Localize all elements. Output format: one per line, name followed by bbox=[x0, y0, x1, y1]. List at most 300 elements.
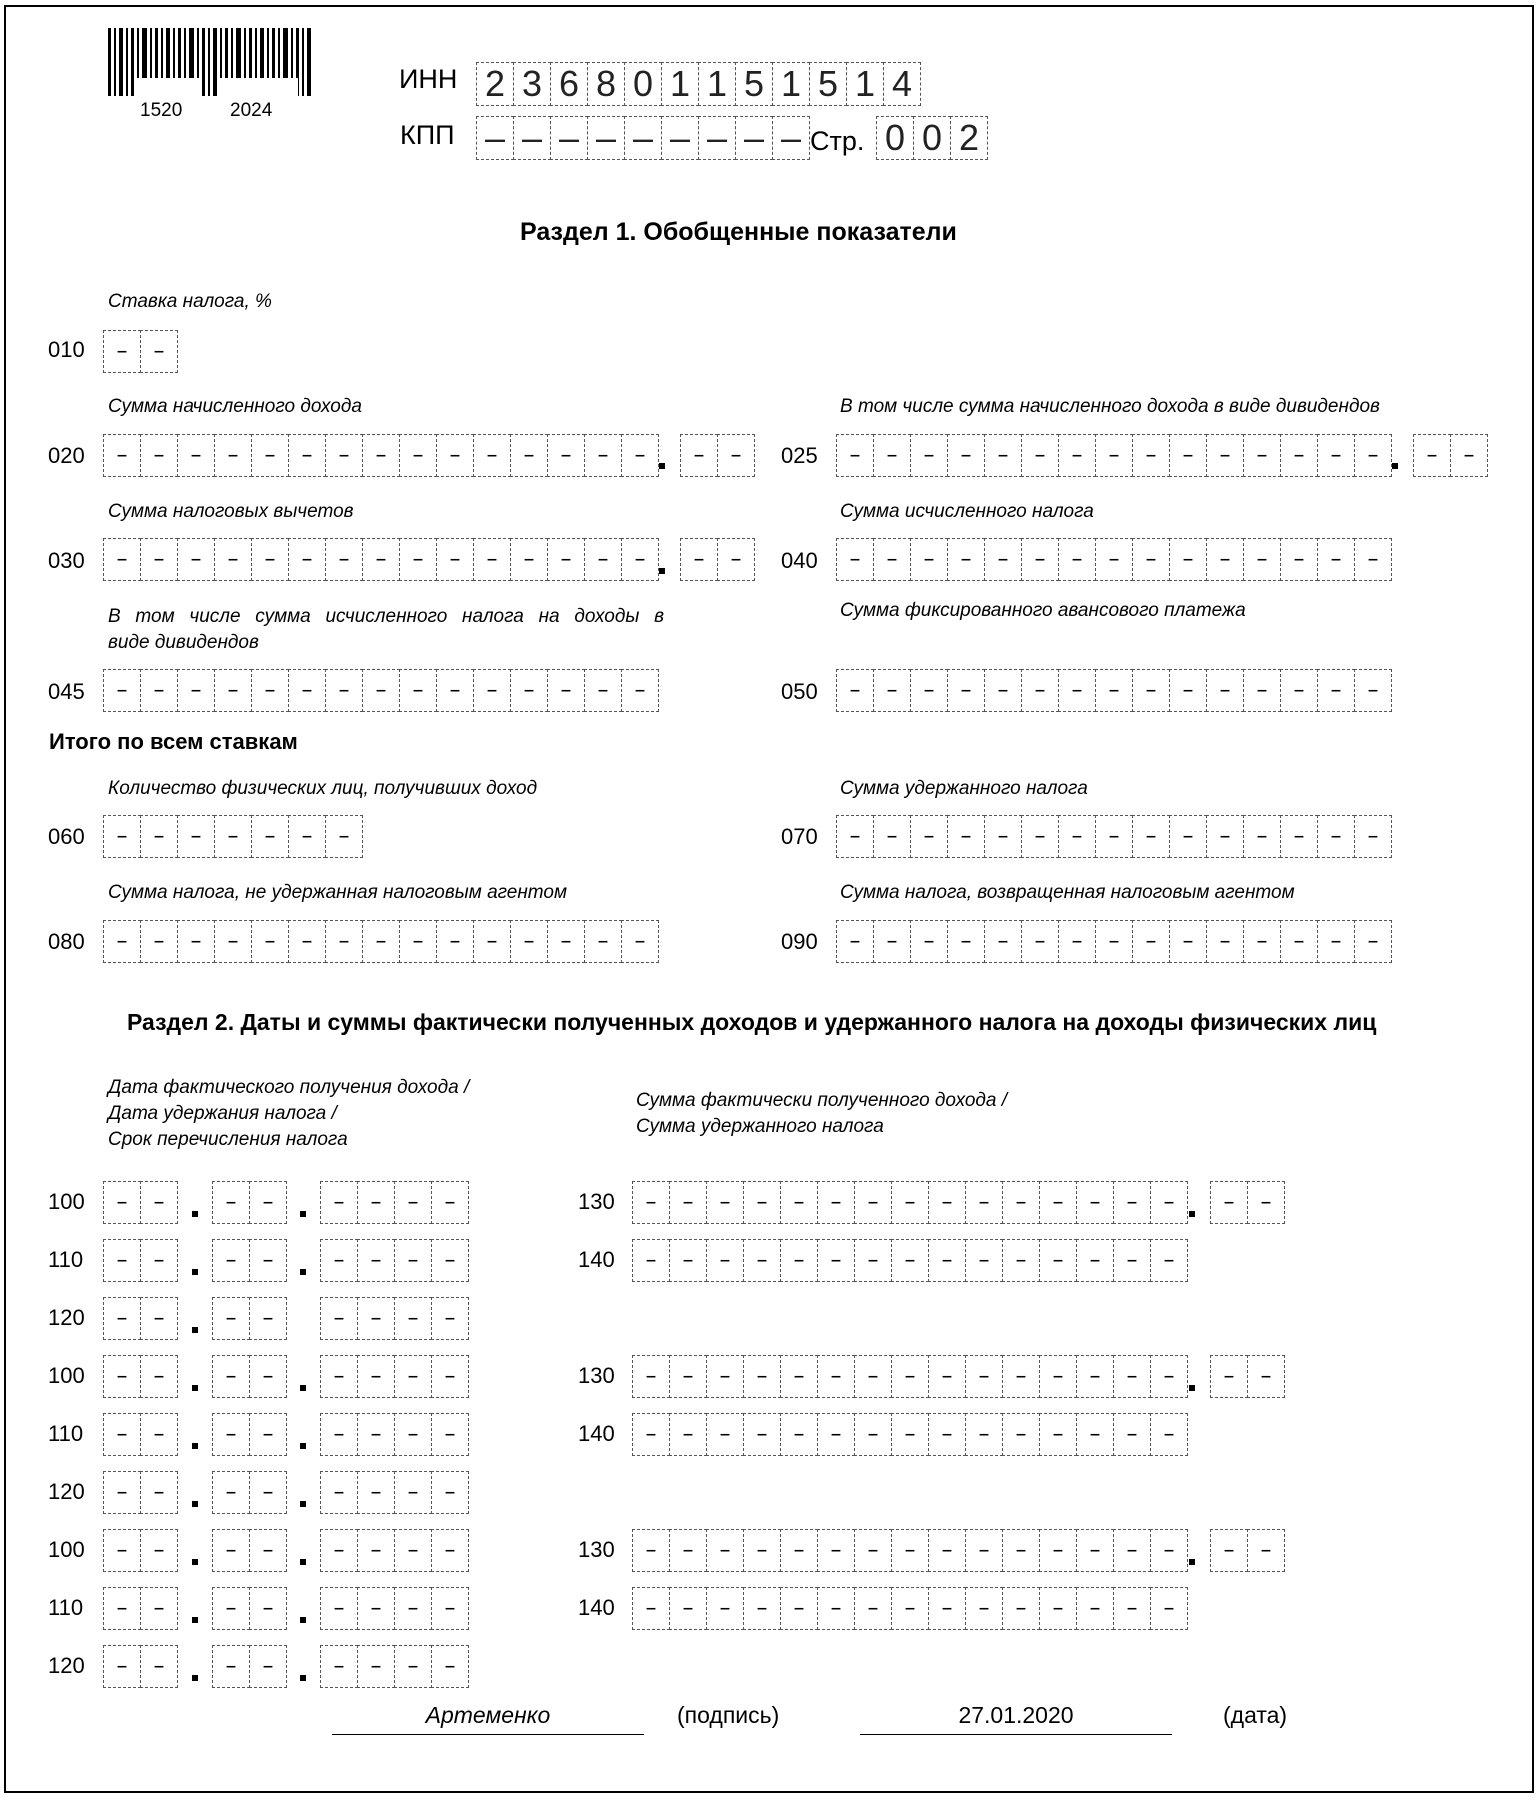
input-cell[interactable]: – bbox=[212, 1355, 250, 1398]
input-cell[interactable]: – bbox=[251, 538, 289, 581]
input-cell[interactable]: – bbox=[621, 669, 659, 712]
input-cell[interactable]: – bbox=[947, 434, 985, 477]
input-cell[interactable]: – bbox=[214, 669, 252, 712]
inn-digit[interactable]: 2 bbox=[476, 62, 514, 106]
input-cell[interactable]: – bbox=[103, 1239, 141, 1282]
input-cell[interactable]: – bbox=[1095, 434, 1133, 477]
input-cell[interactable]: – bbox=[1210, 1529, 1248, 1572]
input-cell[interactable]: – bbox=[1132, 538, 1170, 581]
input-cell[interactable]: – bbox=[212, 1181, 250, 1224]
date-value[interactable]: 27.01.2020 bbox=[958, 1702, 1074, 1728]
input-cell[interactable]: – bbox=[288, 669, 326, 712]
input-cell[interactable]: – bbox=[984, 815, 1022, 858]
input-cell[interactable]: – bbox=[1150, 1239, 1188, 1282]
input-cell[interactable]: – bbox=[1317, 815, 1355, 858]
input-cell[interactable]: – bbox=[1169, 434, 1207, 477]
input-cell[interactable]: – bbox=[836, 815, 874, 858]
input-cell[interactable]: – bbox=[836, 434, 874, 477]
input-cell[interactable]: – bbox=[394, 1645, 432, 1688]
kpp-digit[interactable]: – bbox=[735, 116, 773, 160]
input-cell[interactable]: – bbox=[249, 1239, 287, 1282]
input-cell[interactable]: – bbox=[873, 920, 911, 963]
input-cell[interactable]: – bbox=[357, 1645, 395, 1688]
input-cell[interactable]: – bbox=[1002, 1529, 1040, 1572]
input-cell[interactable]: – bbox=[706, 1181, 744, 1224]
input-cell[interactable]: – bbox=[632, 1239, 670, 1282]
input-cell[interactable]: – bbox=[510, 920, 548, 963]
input-cell[interactable]: – bbox=[621, 920, 659, 963]
input-cell[interactable]: – bbox=[214, 815, 252, 858]
input-cell[interactable]: – bbox=[140, 1471, 178, 1514]
input-cell[interactable]: – bbox=[320, 1413, 358, 1456]
input-cell[interactable]: – bbox=[394, 1587, 432, 1630]
input-cell[interactable]: – bbox=[320, 1355, 358, 1398]
input-cell[interactable]: – bbox=[965, 1239, 1003, 1282]
input-cell[interactable]: – bbox=[1113, 1529, 1151, 1572]
input-cell[interactable]: – bbox=[1002, 1355, 1040, 1398]
input-cell[interactable]: – bbox=[1354, 815, 1392, 858]
input-cell[interactable]: – bbox=[394, 1471, 432, 1514]
input-cell[interactable]: – bbox=[854, 1587, 892, 1630]
input-cell[interactable]: – bbox=[873, 815, 911, 858]
input-cell[interactable]: – bbox=[1280, 920, 1318, 963]
input-cell[interactable]: – bbox=[140, 1355, 178, 1398]
input-cell[interactable]: – bbox=[103, 920, 141, 963]
input-cell[interactable]: – bbox=[177, 920, 215, 963]
input-cell[interactable]: – bbox=[928, 1413, 966, 1456]
input-cell[interactable]: – bbox=[357, 1239, 395, 1282]
input-cell[interactable]: – bbox=[249, 1587, 287, 1630]
input-cell[interactable]: – bbox=[325, 538, 363, 581]
input-cell[interactable]: – bbox=[1354, 669, 1392, 712]
input-cell[interactable]: – bbox=[1058, 920, 1096, 963]
input-cell[interactable]: – bbox=[357, 1529, 395, 1572]
input-cell[interactable]: – bbox=[928, 1239, 966, 1282]
input-cell[interactable]: – bbox=[212, 1645, 250, 1688]
input-cell[interactable]: – bbox=[1243, 920, 1281, 963]
input-cell[interactable]: – bbox=[547, 920, 585, 963]
input-cell[interactable]: – bbox=[669, 1413, 707, 1456]
input-cell[interactable]: – bbox=[1113, 1181, 1151, 1224]
input-cell[interactable]: – bbox=[214, 434, 252, 477]
input-cell[interactable]: – bbox=[669, 1587, 707, 1630]
input-cell[interactable]: – bbox=[140, 1239, 178, 1282]
input-cell[interactable]: – bbox=[325, 669, 363, 712]
input-cell[interactable]: – bbox=[325, 920, 363, 963]
input-cell[interactable]: – bbox=[1317, 920, 1355, 963]
input-cell[interactable]: – bbox=[288, 920, 326, 963]
input-cell[interactable]: – bbox=[177, 815, 215, 858]
input-cell[interactable]: – bbox=[1317, 538, 1355, 581]
input-cell[interactable]: – bbox=[473, 669, 511, 712]
input-cell[interactable]: – bbox=[947, 815, 985, 858]
input-cell[interactable]: – bbox=[1058, 669, 1096, 712]
input-cell[interactable]: – bbox=[1169, 815, 1207, 858]
input-cell[interactable]: – bbox=[780, 1239, 818, 1282]
input-cell[interactable]: – bbox=[357, 1471, 395, 1514]
input-cell[interactable]: – bbox=[780, 1355, 818, 1398]
input-cell[interactable]: – bbox=[965, 1181, 1003, 1224]
input-cell[interactable]: – bbox=[431, 1239, 469, 1282]
input-cell[interactable]: – bbox=[431, 1645, 469, 1688]
input-cell[interactable]: – bbox=[288, 538, 326, 581]
input-cell[interactable]: – bbox=[1113, 1355, 1151, 1398]
input-cell[interactable]: – bbox=[547, 538, 585, 581]
input-cell[interactable]: – bbox=[1021, 669, 1059, 712]
input-cell[interactable]: – bbox=[1247, 1181, 1285, 1224]
input-cell[interactable]: – bbox=[212, 1297, 250, 1340]
input-cell[interactable]: – bbox=[547, 669, 585, 712]
inn-digit[interactable]: 5 bbox=[735, 62, 773, 106]
inn-digit[interactable]: 0 bbox=[624, 62, 662, 106]
input-cell[interactable]: – bbox=[399, 538, 437, 581]
input-cell[interactable]: – bbox=[910, 669, 948, 712]
input-cell[interactable]: – bbox=[320, 1529, 358, 1572]
input-cell[interactable]: – bbox=[140, 1529, 178, 1572]
input-cell[interactable]: – bbox=[717, 434, 755, 477]
input-cell[interactable]: – bbox=[1206, 815, 1244, 858]
input-cell[interactable]: – bbox=[140, 1181, 178, 1224]
input-cell[interactable]: – bbox=[357, 1413, 395, 1456]
input-cell[interactable]: – bbox=[854, 1413, 892, 1456]
input-cell[interactable]: – bbox=[1021, 815, 1059, 858]
input-cell[interactable]: – bbox=[394, 1239, 432, 1282]
input-cell[interactable]: – bbox=[251, 434, 289, 477]
input-cell[interactable]: – bbox=[621, 538, 659, 581]
input-cell[interactable]: – bbox=[1076, 1587, 1114, 1630]
input-cell[interactable]: – bbox=[854, 1181, 892, 1224]
input-cell[interactable]: – bbox=[212, 1413, 250, 1456]
input-cell[interactable]: – bbox=[1095, 920, 1133, 963]
input-cell[interactable]: – bbox=[928, 1181, 966, 1224]
input-cell[interactable]: – bbox=[928, 1587, 966, 1630]
kpp-digit[interactable]: – bbox=[550, 116, 588, 160]
input-cell[interactable]: – bbox=[669, 1355, 707, 1398]
input-cell[interactable]: – bbox=[325, 434, 363, 477]
input-cell[interactable]: – bbox=[249, 1471, 287, 1514]
input-cell[interactable]: – bbox=[780, 1529, 818, 1572]
inn-digit[interactable]: 6 bbox=[550, 62, 588, 106]
page-digit[interactable]: 0 bbox=[876, 116, 914, 160]
input-cell[interactable]: – bbox=[780, 1181, 818, 1224]
input-cell[interactable]: – bbox=[103, 330, 141, 373]
input-cell[interactable]: – bbox=[1169, 669, 1207, 712]
input-cell[interactable]: – bbox=[706, 1529, 744, 1572]
input-cell[interactable]: – bbox=[717, 538, 755, 581]
input-cell[interactable]: – bbox=[249, 1413, 287, 1456]
input-cell[interactable]: – bbox=[1002, 1181, 1040, 1224]
input-cell[interactable]: – bbox=[140, 815, 178, 858]
input-cell[interactable]: – bbox=[1132, 920, 1170, 963]
input-cell[interactable]: – bbox=[140, 1413, 178, 1456]
input-cell[interactable]: – bbox=[1317, 434, 1355, 477]
input-cell[interactable]: – bbox=[1113, 1587, 1151, 1630]
input-cell[interactable]: – bbox=[140, 1587, 178, 1630]
input-cell[interactable]: – bbox=[214, 920, 252, 963]
input-cell[interactable]: – bbox=[817, 1239, 855, 1282]
input-cell[interactable]: – bbox=[1206, 434, 1244, 477]
input-cell[interactable]: – bbox=[669, 1529, 707, 1572]
input-cell[interactable]: – bbox=[621, 434, 659, 477]
input-cell[interactable]: – bbox=[362, 538, 400, 581]
input-cell[interactable]: – bbox=[212, 1529, 250, 1572]
input-cell[interactable]: – bbox=[288, 815, 326, 858]
input-cell[interactable]: – bbox=[140, 920, 178, 963]
input-cell[interactable]: – bbox=[394, 1297, 432, 1340]
input-cell[interactable]: – bbox=[399, 920, 437, 963]
input-cell[interactable]: – bbox=[547, 434, 585, 477]
input-cell[interactable]: – bbox=[212, 1471, 250, 1514]
input-cell[interactable]: – bbox=[1169, 920, 1207, 963]
input-cell[interactable]: – bbox=[873, 669, 911, 712]
input-cell[interactable]: – bbox=[510, 669, 548, 712]
input-cell[interactable]: – bbox=[1076, 1413, 1114, 1456]
input-cell[interactable]: – bbox=[436, 434, 474, 477]
input-cell[interactable]: – bbox=[1243, 669, 1281, 712]
input-cell[interactable]: – bbox=[1210, 1355, 1248, 1398]
input-cell[interactable]: – bbox=[103, 1587, 141, 1630]
input-cell[interactable]: – bbox=[1150, 1413, 1188, 1456]
input-cell[interactable]: – bbox=[1354, 920, 1392, 963]
input-cell[interactable]: – bbox=[632, 1529, 670, 1572]
input-cell[interactable]: – bbox=[891, 1587, 929, 1630]
page-digit[interactable]: 2 bbox=[950, 116, 988, 160]
input-cell[interactable]: – bbox=[965, 1355, 1003, 1398]
input-cell[interactable]: – bbox=[399, 434, 437, 477]
input-cell[interactable]: – bbox=[436, 920, 474, 963]
input-cell[interactable]: – bbox=[1039, 1529, 1077, 1572]
input-cell[interactable]: – bbox=[1021, 434, 1059, 477]
input-cell[interactable]: – bbox=[1247, 1529, 1285, 1572]
input-cell[interactable]: – bbox=[473, 434, 511, 477]
input-cell[interactable]: – bbox=[632, 1413, 670, 1456]
kpp-digit[interactable]: – bbox=[513, 116, 551, 160]
input-cell[interactable]: – bbox=[431, 1529, 469, 1572]
input-cell[interactable]: – bbox=[743, 1355, 781, 1398]
input-cell[interactable]: – bbox=[910, 538, 948, 581]
input-cell[interactable]: – bbox=[1243, 538, 1281, 581]
input-cell[interactable]: – bbox=[947, 669, 985, 712]
input-cell[interactable]: – bbox=[680, 434, 718, 477]
input-cell[interactable]: – bbox=[584, 538, 622, 581]
input-cell[interactable]: – bbox=[1095, 538, 1133, 581]
input-cell[interactable]: – bbox=[947, 920, 985, 963]
input-cell[interactable]: – bbox=[1280, 538, 1318, 581]
input-cell[interactable]: – bbox=[140, 330, 178, 373]
input-cell[interactable]: – bbox=[780, 1413, 818, 1456]
input-cell[interactable]: – bbox=[1243, 434, 1281, 477]
kpp-digit[interactable]: – bbox=[476, 116, 514, 160]
inn-digit[interactable]: 5 bbox=[809, 62, 847, 106]
input-cell[interactable]: – bbox=[103, 815, 141, 858]
input-cell[interactable]: – bbox=[399, 669, 437, 712]
input-cell[interactable]: – bbox=[251, 669, 289, 712]
input-cell[interactable]: – bbox=[891, 1239, 929, 1282]
input-cell[interactable]: – bbox=[928, 1355, 966, 1398]
input-cell[interactable]: – bbox=[1058, 815, 1096, 858]
input-cell[interactable]: – bbox=[357, 1355, 395, 1398]
input-cell[interactable]: – bbox=[103, 1413, 141, 1456]
inn-digit[interactable]: 4 bbox=[883, 62, 921, 106]
input-cell[interactable]: – bbox=[362, 669, 400, 712]
input-cell[interactable]: – bbox=[1243, 815, 1281, 858]
input-cell[interactable]: – bbox=[140, 1645, 178, 1688]
input-cell[interactable]: – bbox=[357, 1297, 395, 1340]
input-cell[interactable]: – bbox=[1206, 669, 1244, 712]
input-cell[interactable]: – bbox=[669, 1239, 707, 1282]
input-cell[interactable]: – bbox=[984, 669, 1022, 712]
input-cell[interactable]: – bbox=[1039, 1239, 1077, 1282]
input-cell[interactable]: – bbox=[873, 434, 911, 477]
inn-digit[interactable]: 1 bbox=[846, 62, 884, 106]
input-cell[interactable]: – bbox=[103, 1529, 141, 1572]
input-cell[interactable]: – bbox=[891, 1355, 929, 1398]
input-cell[interactable]: – bbox=[320, 1181, 358, 1224]
inn-digit[interactable]: 1 bbox=[661, 62, 699, 106]
input-cell[interactable]: – bbox=[632, 1181, 670, 1224]
input-cell[interactable]: – bbox=[1039, 1587, 1077, 1630]
input-cell[interactable]: – bbox=[984, 920, 1022, 963]
input-cell[interactable]: – bbox=[288, 434, 326, 477]
input-cell[interactable]: – bbox=[743, 1587, 781, 1630]
input-cell[interactable]: – bbox=[320, 1587, 358, 1630]
input-cell[interactable]: – bbox=[1113, 1239, 1151, 1282]
input-cell[interactable]: – bbox=[1021, 920, 1059, 963]
input-cell[interactable]: – bbox=[436, 669, 474, 712]
input-cell[interactable]: – bbox=[680, 538, 718, 581]
input-cell[interactable]: – bbox=[1206, 538, 1244, 581]
input-cell[interactable]: – bbox=[1450, 434, 1488, 477]
input-cell[interactable]: – bbox=[436, 538, 474, 581]
page-digit[interactable]: 0 bbox=[913, 116, 951, 160]
input-cell[interactable]: – bbox=[140, 669, 178, 712]
input-cell[interactable]: – bbox=[891, 1413, 929, 1456]
input-cell[interactable]: – bbox=[103, 1355, 141, 1398]
input-cell[interactable]: – bbox=[1169, 538, 1207, 581]
inn-digit[interactable]: 1 bbox=[698, 62, 736, 106]
input-cell[interactable]: – bbox=[510, 538, 548, 581]
input-cell[interactable]: – bbox=[394, 1181, 432, 1224]
input-cell[interactable]: – bbox=[431, 1355, 469, 1398]
input-cell[interactable]: – bbox=[780, 1587, 818, 1630]
input-cell[interactable]: – bbox=[873, 538, 911, 581]
input-cell[interactable]: – bbox=[584, 434, 622, 477]
input-cell[interactable]: – bbox=[1021, 538, 1059, 581]
input-cell[interactable]: – bbox=[854, 1355, 892, 1398]
input-cell[interactable]: – bbox=[103, 538, 141, 581]
input-cell[interactable]: – bbox=[140, 538, 178, 581]
inn-digit[interactable]: 3 bbox=[513, 62, 551, 106]
input-cell[interactable]: – bbox=[320, 1645, 358, 1688]
input-cell[interactable]: – bbox=[706, 1413, 744, 1456]
input-cell[interactable]: – bbox=[212, 1239, 250, 1282]
input-cell[interactable]: – bbox=[1280, 434, 1318, 477]
input-cell[interactable]: – bbox=[249, 1355, 287, 1398]
input-cell[interactable]: – bbox=[394, 1355, 432, 1398]
input-cell[interactable]: – bbox=[965, 1529, 1003, 1572]
input-cell[interactable]: – bbox=[1210, 1181, 1248, 1224]
input-cell[interactable]: – bbox=[251, 815, 289, 858]
input-cell[interactable]: – bbox=[836, 669, 874, 712]
input-cell[interactable]: – bbox=[1076, 1181, 1114, 1224]
input-cell[interactable]: – bbox=[103, 1297, 141, 1340]
input-cell[interactable]: – bbox=[1113, 1413, 1151, 1456]
input-cell[interactable]: – bbox=[854, 1239, 892, 1282]
input-cell[interactable]: – bbox=[891, 1529, 929, 1572]
input-cell[interactable]: – bbox=[431, 1413, 469, 1456]
input-cell[interactable]: – bbox=[928, 1529, 966, 1572]
input-cell[interactable]: – bbox=[1150, 1181, 1188, 1224]
input-cell[interactable]: – bbox=[1039, 1181, 1077, 1224]
input-cell[interactable]: – bbox=[1354, 538, 1392, 581]
input-cell[interactable]: – bbox=[1280, 815, 1318, 858]
input-cell[interactable]: – bbox=[891, 1181, 929, 1224]
inn-digit[interactable]: 8 bbox=[587, 62, 625, 106]
input-cell[interactable]: – bbox=[965, 1413, 1003, 1456]
input-cell[interactable]: – bbox=[1002, 1587, 1040, 1630]
input-cell[interactable]: – bbox=[1039, 1355, 1077, 1398]
input-cell[interactable]: – bbox=[706, 1587, 744, 1630]
input-cell[interactable]: – bbox=[706, 1355, 744, 1398]
input-cell[interactable]: – bbox=[249, 1181, 287, 1224]
input-cell[interactable]: – bbox=[362, 920, 400, 963]
input-cell[interactable]: – bbox=[910, 920, 948, 963]
input-cell[interactable]: – bbox=[817, 1587, 855, 1630]
input-cell[interactable]: – bbox=[103, 1471, 141, 1514]
input-cell[interactable]: – bbox=[325, 815, 363, 858]
inn-digit[interactable]: 1 bbox=[772, 62, 810, 106]
input-cell[interactable]: – bbox=[984, 538, 1022, 581]
input-cell[interactable]: – bbox=[1002, 1413, 1040, 1456]
input-cell[interactable]: – bbox=[1058, 434, 1096, 477]
input-cell[interactable]: – bbox=[103, 1181, 141, 1224]
input-cell[interactable]: – bbox=[1039, 1413, 1077, 1456]
input-cell[interactable]: – bbox=[817, 1529, 855, 1572]
input-cell[interactable]: – bbox=[1058, 538, 1096, 581]
input-cell[interactable]: – bbox=[320, 1471, 358, 1514]
input-cell[interactable]: – bbox=[584, 669, 622, 712]
input-cell[interactable]: – bbox=[632, 1355, 670, 1398]
input-cell[interactable]: – bbox=[1095, 815, 1133, 858]
input-cell[interactable]: – bbox=[1002, 1239, 1040, 1282]
input-cell[interactable]: – bbox=[965, 1587, 1003, 1630]
input-cell[interactable]: – bbox=[394, 1413, 432, 1456]
input-cell[interactable]: – bbox=[140, 434, 178, 477]
input-cell[interactable]: – bbox=[669, 1181, 707, 1224]
input-cell[interactable]: – bbox=[1076, 1355, 1114, 1398]
input-cell[interactable]: – bbox=[357, 1587, 395, 1630]
input-cell[interactable]: – bbox=[473, 538, 511, 581]
input-cell[interactable]: – bbox=[431, 1471, 469, 1514]
input-cell[interactable]: – bbox=[1247, 1355, 1285, 1398]
input-cell[interactable]: – bbox=[632, 1587, 670, 1630]
input-cell[interactable]: – bbox=[1095, 669, 1133, 712]
input-cell[interactable]: – bbox=[177, 434, 215, 477]
input-cell[interactable]: – bbox=[1132, 669, 1170, 712]
kpp-digit[interactable]: – bbox=[661, 116, 699, 160]
input-cell[interactable]: – bbox=[431, 1181, 469, 1224]
input-cell[interactable]: – bbox=[177, 669, 215, 712]
input-cell[interactable]: – bbox=[251, 920, 289, 963]
input-cell[interactable]: – bbox=[357, 1181, 395, 1224]
signature-value[interactable]: Артеменко bbox=[425, 1702, 551, 1728]
input-cell[interactable]: – bbox=[947, 538, 985, 581]
input-cell[interactable]: – bbox=[743, 1181, 781, 1224]
kpp-digit[interactable]: – bbox=[772, 116, 810, 160]
input-cell[interactable]: – bbox=[1413, 434, 1451, 477]
input-cell[interactable]: – bbox=[431, 1587, 469, 1630]
input-cell[interactable]: – bbox=[394, 1529, 432, 1572]
